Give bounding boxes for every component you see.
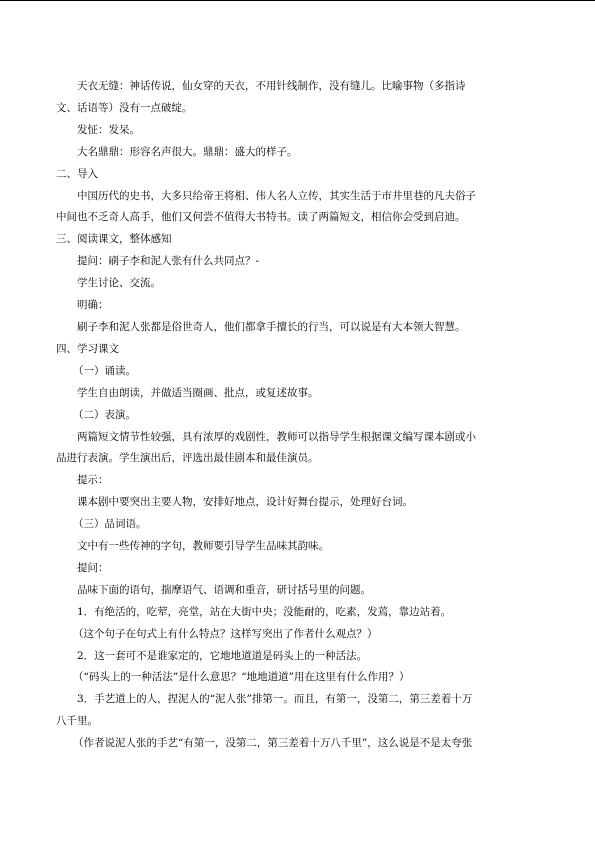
sentence-1: 1．有绝活的，吃荤，亮堂，站在大街中央；没能耐的，吃素，发蔫，靠边站着。 [77,605,452,618]
sentence-2: 2．这一套可不是谁家定的，它地地道道是码头上的一种活法。 [77,649,368,662]
recite-instruction: 学生自由朗读，并做适当圈画、批点，或复述故事。 [77,386,319,399]
hint-content: 课本剧中要突出主要人物，安排好地点，设计好舞台提示，处理好台词。 [77,496,413,509]
section-heading-intro: 二、导入 [56,167,98,180]
subsection-perform: （二）表演。 [73,408,136,421]
glossary-damingdingding: 大名鼎鼎：形容名声很大。鼎鼎：盛大的样子。 [77,145,298,158]
subsection-words: （三）品词语。 [73,518,147,531]
question-common-point: 提问：刷子李和泥人张有什么共同点？- [77,255,260,268]
sentence-3-line2: 八千里。 [56,715,98,728]
hint-label: 提示： [77,474,109,487]
question-instruction: 品味下面的语句，揣摩语气、语调和重音，研讨括号里的问题。 [77,583,371,596]
sentence-2-question: （“码头上的一种活法”是什么意思？“地地道道”用在这里有什么作用？） [73,671,410,684]
sentence-3-line1: 3．手艺道上的人，捏泥人的“泥人张”排第一。而且，有第一，没第二，第三差着十万 [77,693,473,706]
intro-paragraph-line1: 中国历代的史书，大多只给帝王将相、伟人名人立传，其实生活于市井里巷的凡夫俗子 [77,189,476,202]
glossary-fazheng: 发怔：发呆。 [77,123,140,136]
section-heading-study: 四、学习课文 [56,342,119,355]
clarify-label: 明确： [77,299,109,312]
sentence-1-question: （这个句子在句式上有什么特点？这样写突出了作者什么观点？） [73,627,378,640]
header-rule [0,0,595,1]
glossary-tianyiwufeng-line2: 文、话语等）没有一点破绽。 [56,101,193,114]
glossary-tianyiwufeng-line1: 天衣无缝：神话传说，仙女穿的天衣，不用针线制作，没有缝儿。比喻事物（多指诗 [77,80,466,92]
clarify-answer: 刷子李和泥人张都是俗世奇人，他们都拿手擅长的行当，可以说是有大本领大智慧。 [77,320,466,333]
document-body [56,76,543,755]
words-instruction: 文中有一些传神的字句，教师要引导学生品味其韵味。 [77,540,329,553]
section-heading-reading: 三、阅读课文，整体感知 [56,233,172,246]
perform-paragraph-line1: 两篇短文情节性较强，具有浓厚的戏剧性，教师可以指导学生根据课文编写课本剧或小 [77,430,476,443]
perform-paragraph-line2: 品进行表演。学生演出后，评选出最佳剧本和最佳演员。 [56,452,319,465]
question-label: 提问： [77,561,109,574]
intro-paragraph-line2: 中间也不乏奇人高手，他们又何尝不值得大书特书。读了两篇短文，相信你会受到启迪。 [56,211,466,224]
subsection-recite: （一）诵读。 [73,364,136,377]
student-discussion: 学生讨论、交流。 [77,277,161,290]
sentence-3-question: （作者说泥人张的手艺“有第一，没第二，第三差着十万八千里”，这么说是不是太夸张 [73,737,473,750]
